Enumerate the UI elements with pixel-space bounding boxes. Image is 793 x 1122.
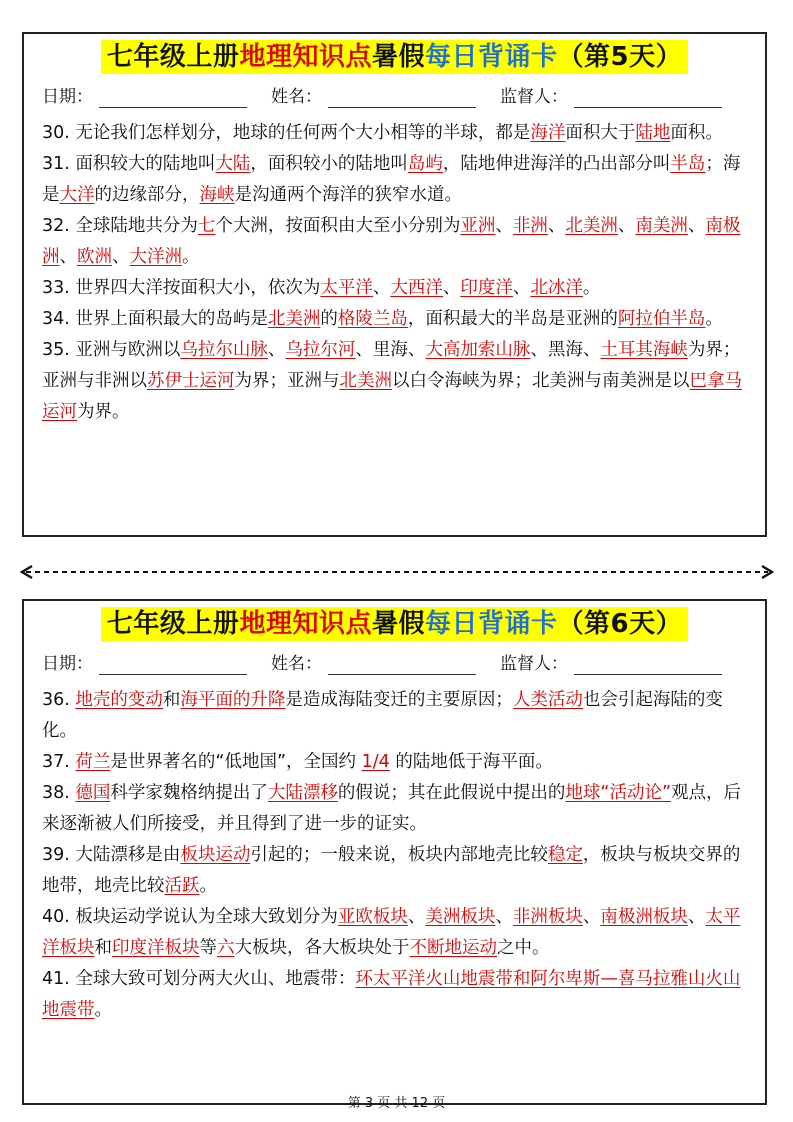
item-text: 为界；亚洲与非洲以 (42, 340, 741, 391)
supervisor-field[interactable] (574, 87, 722, 108)
key-answer: 半岛 (670, 154, 706, 174)
item-text: ，板块与板块交界的地带，地壳比较 (42, 845, 741, 896)
item-text: 面积大于 (565, 123, 636, 143)
item-text: 和 (162, 690, 181, 710)
item-text: 观点，后来逐渐被人们所接受，并且得到了进一步的证实。 (42, 783, 742, 834)
recitation-card-day5 (22, 32, 767, 537)
item-text: 、 (267, 340, 286, 360)
knowledge-item (42, 778, 749, 840)
item-text: 为界。 (77, 402, 130, 422)
name-field[interactable] (328, 654, 476, 675)
key-answer: 亚洲 (460, 216, 496, 236)
item-text: 的陆地低于海平面。 (389, 752, 553, 772)
item-text: 、 (112, 247, 130, 267)
key-answer: 地壳的变动 (75, 690, 163, 710)
item-text: 39. 大陆漂移是由 (42, 845, 181, 865)
key-answer: 美洲板块 (425, 907, 496, 927)
name-label: 姓名： (271, 654, 322, 674)
key-answer: 土耳其海峡 (600, 340, 688, 360)
item-text: 面积。 (670, 123, 723, 143)
item-text: 是世界著名的“低地国”，全国约 (110, 752, 362, 772)
supervisor-label: 监督人： (500, 654, 568, 674)
key-answer: 印度洋板块 (112, 938, 200, 958)
date-field[interactable] (99, 87, 247, 108)
item-text: 37. (42, 752, 76, 772)
info-row (42, 653, 765, 675)
title-grade: 七年级上册 (106, 609, 240, 639)
key-answer: 海洋 (530, 123, 566, 143)
item-text: 31. 面积较大的陆地叫 (42, 154, 216, 174)
knowledge-item (42, 335, 749, 428)
key-answer: 乌拉尔山脉 (180, 340, 268, 360)
date-field[interactable] (99, 654, 247, 675)
item-text: 的假说；其在此假说中提出的 (337, 783, 566, 803)
item-text: 41. 全球大致可划分两大火山、地震带： (42, 969, 356, 989)
item-text: 、 (495, 216, 513, 236)
key-answer: 太平洋板块 (42, 907, 741, 958)
knowledge-item (42, 685, 749, 747)
item-text: 38. (42, 783, 76, 803)
item-text: 36. (42, 690, 76, 710)
title-card: 每日背诵卡 (424, 42, 558, 72)
item-text: 。 (94, 1000, 112, 1020)
knowledge-list (42, 685, 749, 1026)
item-text: ，面积较小的陆地叫 (250, 154, 408, 174)
key-answer: 德国 (75, 783, 111, 803)
knowledge-item (42, 211, 749, 273)
title-grade: 七年级上册 (106, 42, 240, 72)
item-text: 30. 无论我们怎样划分，地球的任何两个大小相等的半球，都是 (42, 123, 531, 143)
title-subject: 地理知识点 (239, 609, 372, 639)
key-answer: 乌拉尔河 (285, 340, 356, 360)
key-answer: 1/4 (361, 752, 390, 772)
key-answer: 北美洲 (339, 371, 392, 391)
knowledge-item (42, 840, 749, 902)
recitation-card-day6 (22, 599, 767, 1105)
item-text: 、 (407, 907, 426, 927)
item-text: 。 (182, 247, 200, 267)
item-text: 、 (687, 216, 706, 236)
item-text: 、里海、 (355, 340, 426, 360)
key-answer: 苏伊士运河 (147, 371, 235, 391)
item-text: 的 (320, 309, 338, 329)
item-text: 、 (372, 278, 391, 298)
key-answer: 非洲 (512, 216, 548, 236)
item-text: 和 (94, 938, 112, 958)
item-text: 40. 板块运动学说认为全球大致划分为 (42, 907, 338, 927)
item-text: 、 (547, 216, 566, 236)
key-answer: 南美洲 (635, 216, 688, 236)
item-text: 。 (705, 309, 723, 329)
key-answer: 地球“活动论” (565, 783, 672, 803)
key-answer: 环太平洋火山地震带和阿尔卑斯—喜马拉雅山火山地震带 (42, 969, 741, 1020)
key-answer: 印度洋 (460, 278, 513, 298)
key-answer: 格陵兰岛 (337, 309, 408, 329)
title-subject: 地理知识点 (239, 42, 372, 72)
key-answer: 大高加索山脉 (425, 340, 531, 360)
key-answer: 海峡 (199, 185, 235, 205)
key-answer: 亚欧板块 (337, 907, 408, 927)
item-text: 、 (495, 907, 513, 927)
key-answer: 荷兰 (75, 752, 111, 772)
key-answer: 陆地 (635, 123, 671, 143)
key-answer: 非洲板块 (512, 907, 583, 927)
key-answer: 北美洲 (267, 309, 321, 329)
key-answer: 巴拿马运河 (42, 371, 742, 422)
item-text: 、 (59, 247, 77, 267)
key-answer: 南极洲 (42, 216, 741, 267)
key-answer: 人类活动 (512, 690, 583, 710)
item-text: 34. 世界上面积最大的岛屿是 (42, 309, 268, 329)
name-label: 姓名： (271, 87, 322, 107)
key-answer: 稳定 (547, 845, 583, 865)
key-answer: 活跃 (164, 876, 200, 896)
knowledge-item (42, 747, 749, 778)
item-text: 是造成海陆变迁的主要原因； (285, 690, 513, 710)
item-text: ，面积最大的半岛是亚洲的 (407, 309, 618, 329)
item-text: 、 (442, 278, 461, 298)
key-answer: 不断地运动 (409, 938, 497, 958)
key-answer: 大陆漂移 (267, 783, 338, 803)
item-text: 、 (617, 216, 636, 236)
key-answer: 太平洋 (320, 278, 373, 298)
key-answer: 南极洲板块 (600, 907, 688, 927)
info-row (42, 86, 765, 108)
cut-line-divider (18, 562, 776, 582)
item-text: 。 (199, 876, 217, 896)
item-text: 35. 亚洲与欧洲以 (42, 340, 181, 360)
date-label: 日期： (42, 87, 93, 107)
key-answer: 岛屿 (407, 154, 443, 174)
key-answer: 阿拉伯半岛 (617, 309, 706, 329)
item-text: ，陆地伸进海洋的凸出部分叫 (442, 154, 671, 174)
date-label: 日期： (42, 654, 93, 674)
item-text: 大板块，各大板块处于 (234, 938, 410, 958)
item-text: 之中。 (497, 938, 550, 958)
item-text: 个大洲，按面积由大至小分别为 (215, 216, 461, 236)
item-text: 也会引起海陆的变化。 (42, 690, 723, 741)
item-text: 引起的；一般来说，板块内部地壳比较 (250, 845, 548, 865)
key-answer: 大陆 (215, 154, 251, 174)
knowledge-item (42, 304, 749, 335)
name-field[interactable] (328, 87, 476, 108)
item-text: 的边缘部分， (94, 185, 200, 205)
item-text: 、 (582, 907, 601, 927)
item-text: ；海是 (42, 154, 741, 205)
key-answer: 大西洋 (390, 278, 443, 298)
title-summer: 暑假 (371, 609, 425, 639)
supervisor-field[interactable] (574, 654, 722, 675)
key-answer: 北美洲 (565, 216, 618, 236)
key-answer: 板块运动 (180, 845, 251, 865)
item-text: 科学家魏格纳提出了 (110, 783, 268, 803)
item-text: 为界；亚洲与 (234, 371, 340, 391)
title-day: （第6天） (557, 609, 683, 639)
item-text: 、 (687, 907, 706, 927)
page-footer: 第 3 页 共 12 页 (347, 1096, 446, 1111)
knowledge-item (42, 149, 749, 211)
knowledge-list (42, 118, 749, 428)
item-text: 以白令海峡为界；北美洲与南美洲是以 (392, 371, 690, 391)
card-title (24, 607, 765, 641)
item-text: 。 (582, 278, 601, 298)
item-text: 32. 全球陆地共分为 (42, 216, 198, 236)
item-text: 是沟通两个海洋的狭窄水道。 (234, 185, 462, 205)
knowledge-item (42, 902, 749, 964)
item-text: 、黑海、 (530, 340, 601, 360)
title-card: 每日背诵卡 (424, 609, 558, 639)
key-answer: 海平面的升降 (180, 690, 286, 710)
knowledge-item (42, 273, 749, 304)
knowledge-item (42, 964, 749, 1026)
knowledge-item (42, 118, 749, 149)
key-answer: 大洋洲 (129, 247, 182, 267)
title-day: （第5天） (557, 42, 683, 72)
key-answer: 大洋 (59, 185, 95, 205)
supervisor-label: 监督人： (500, 87, 568, 107)
title-summer: 暑假 (371, 42, 425, 72)
item-text: 33. 世界四大洋按面积大小，依次为 (42, 278, 321, 298)
key-answer: 北冰洋 (530, 278, 583, 298)
item-text: 等 (199, 938, 217, 958)
key-answer: 七 (197, 216, 216, 236)
key-answer: 六 (217, 938, 235, 958)
item-text: 、 (512, 278, 531, 298)
card-title (24, 40, 765, 74)
key-answer: 欧洲 (77, 247, 112, 267)
